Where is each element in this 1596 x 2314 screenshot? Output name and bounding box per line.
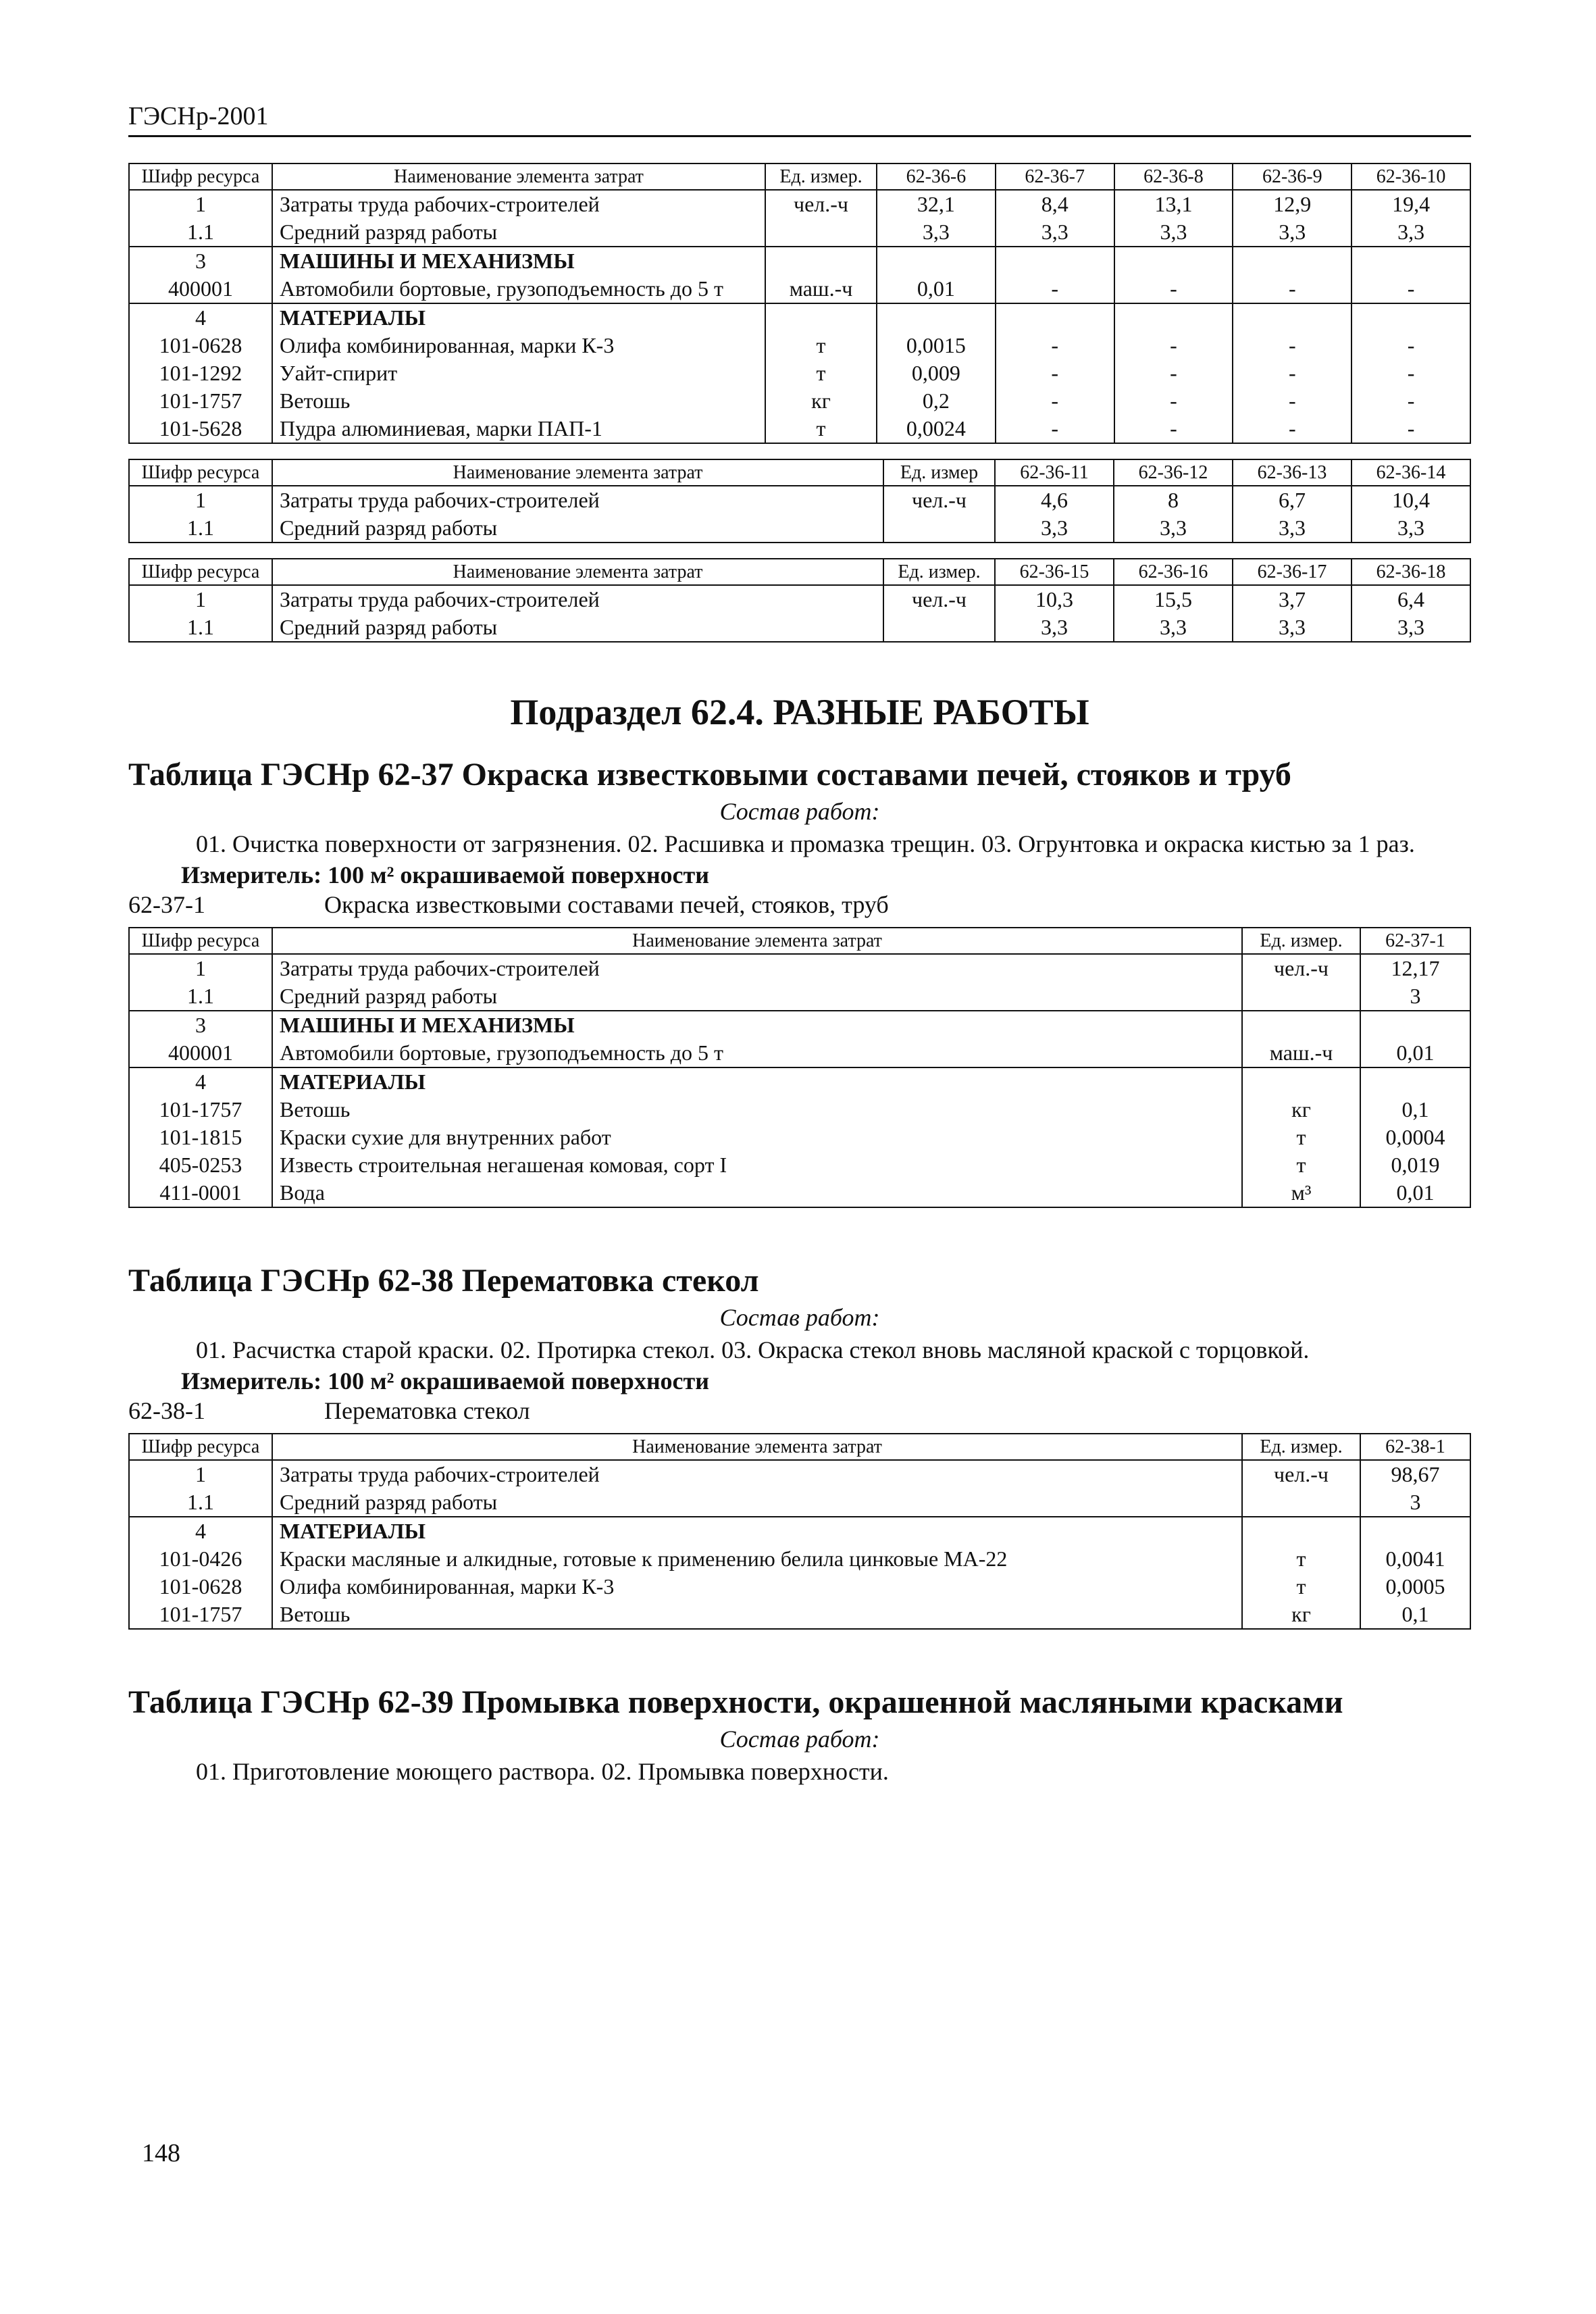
cell-code: 101-1757 [129,387,272,415]
cell-code: 4 [129,1067,272,1096]
cell-value: 13,1 [1114,190,1233,218]
cell-unit [765,218,877,247]
cell-unit: т [1242,1573,1360,1601]
table-row [129,1460,1470,1488]
cell-name: Вода [272,1179,1242,1207]
col-name-header: Наименование элемента затрат [272,559,883,585]
cell-name: Олифа комбинированная, марки К-3 [272,1573,1242,1601]
table-row [129,1179,1470,1207]
table-row [129,415,1470,443]
cell-code: 1.1 [129,514,272,543]
work-composition: 01. Расчистка старой краски. 02. Протирка стекол. 03. Окраска стекол вновь масляной краской с торцовкой. [196,1336,1310,1363]
table-62-38-1 [128,1433,1471,1630]
cell-code: 1 [129,190,272,218]
table-62-37-1 [128,927,1471,1208]
sostav-label: Состав работ: [719,798,880,825]
norm-line [128,890,1471,919]
cell-value: - [1114,359,1233,387]
cell-code: 411-0001 [129,1179,272,1207]
cell-code: 1.1 [129,218,272,247]
cell-value: 0,009 [877,359,996,387]
cell-name: Ветошь [272,387,765,415]
page-number: 148 [142,2139,180,2167]
cell-value: 0,019 [1360,1151,1470,1179]
col-header: 62-36-7 [996,164,1114,190]
col-header: 62-36-16 [1114,559,1233,585]
cell-code: 101-0426 [129,1545,272,1573]
table-row [129,1517,1470,1545]
cell-unit: чел.-ч [1242,954,1360,982]
table-row [129,387,1470,415]
cell-code: 1 [129,486,272,514]
cell-value: - [1233,415,1352,443]
cell-code: 101-1757 [129,1096,272,1124]
cell-code: 101-1292 [129,359,272,387]
col-header: 62-36-14 [1352,459,1470,486]
col-unit-header: Ед. измер [883,459,995,486]
col-header: 62-36-10 [1352,164,1470,190]
cell-value: 3,3 [995,613,1114,642]
table-row [129,585,1470,613]
cell-value: - [1114,415,1233,443]
measure-unit: Измеритель: 100 м² окрашиваемой поверхности [181,1367,709,1394]
cell-unit: кг [1242,1096,1360,1124]
cell-name: Средний разряд работы [272,1488,1242,1517]
cell-unit: т [765,332,877,359]
col-header: 62-36-17 [1233,559,1352,585]
cell-value: - [1114,332,1233,359]
cell-value: - [1233,387,1352,415]
cell-value: - [996,332,1114,359]
cell-unit: кг [1242,1601,1360,1629]
cell-value: - [996,387,1114,415]
cell-unit: т [765,415,877,443]
cell-value: 3,3 [995,514,1114,543]
cell-code: 1.1 [129,982,272,1011]
cell-value: 12,17 [1360,954,1470,982]
col-name-header: Наименование элемента затрат [272,928,1242,954]
cell-unit: чел.-ч [1242,1460,1360,1488]
cell-name: Известь строительная негашеная комовая, сорт I [272,1151,1242,1179]
cell-name: Пудра алюминиевая, марки ПАП-1 [272,415,765,443]
cell-value: 0,0015 [877,332,996,359]
cell-value: 15,5 [1114,585,1233,613]
cell-name: Средний разряд работы [272,514,883,543]
cell-name: Средний разряд работы [272,218,765,247]
cell-name: МАШИНЫ И МЕХАНИЗМЫ [272,247,765,275]
cell-value: 0,2 [877,387,996,415]
table-62-36-11-14 [128,459,1471,543]
table-row [129,1545,1470,1573]
cell-value: 3,3 [1114,613,1233,642]
cell-value: 3,3 [1233,514,1352,543]
cell-name: Ветошь [272,1096,1242,1124]
table-row [129,1067,1470,1096]
cell-code: 101-0628 [129,332,272,359]
work-composition: 01. Приготовление моющего раствора. 02. Промывка поверхности. [196,1758,889,1785]
cell-name: Краски масляные и алкидные, готовые к применению белила цинковые МА-22 [272,1545,1242,1573]
cell-value: 12,9 [1233,190,1352,218]
cell-value: 19,4 [1352,190,1470,218]
cell-unit: чел.-ч [883,486,995,514]
table-row [129,954,1470,982]
col-code-header: Шифр ресурса [129,928,272,954]
cell-value: 3,3 [1233,613,1352,642]
cell-value: 6,4 [1352,585,1470,613]
table-row [129,332,1470,359]
measure-unit: Измеритель: 100 м² окрашиваемой поверхности [181,861,709,888]
table-row [129,1096,1470,1124]
cell-name: Затраты труда рабочих-строителей [272,954,1242,982]
cell-value: 3,3 [1114,514,1233,543]
cell-code: 3 [129,1011,272,1039]
table-row [129,1573,1470,1601]
cell-value: 3 [1360,1488,1470,1517]
cell-unit: чел.-ч [883,585,995,613]
cell-value: 4,6 [995,486,1114,514]
cell-unit: т [1242,1124,1360,1151]
col-code-header: Шифр ресурса [129,164,272,190]
cell-code: 400001 [129,275,272,303]
cell-name: Автомобили бортовые, грузоподъемность до 5 т [272,1039,1242,1067]
table-row [129,982,1470,1011]
cell-name: МАТЕРИАЛЫ [272,1517,1242,1545]
norm-desc: Окраска известковыми составами печей, стояков, труб [324,891,889,918]
cell-unit [1242,1488,1360,1517]
col-header: 62-36-8 [1114,164,1233,190]
norm-code: 62-37-1 [128,891,205,918]
cell-name: Краски сухие для внутренних работ [272,1124,1242,1151]
cell-name: Затраты труда рабочих-строителей [272,486,883,514]
cell-name: Затраты труда рабочих-строителей [272,585,883,613]
cell-value: - [1114,387,1233,415]
cell-name: Средний разряд работы [272,613,883,642]
cell-value: - [1352,275,1470,303]
cell-value: 10,3 [995,585,1114,613]
cell-value: 3,3 [1352,514,1470,543]
col-unit-header: Ед. измер. [1242,928,1360,954]
table-62-36-15-18 [128,558,1471,643]
table-row [129,359,1470,387]
cell-name: МАШИНЫ И МЕХАНИЗМЫ [272,1011,1242,1039]
table-row [129,613,1470,642]
cell-name: Автомобили бортовые, грузоподъемность до 5 т [272,275,765,303]
table-row [129,303,1470,332]
cell-unit: маш.-ч [765,275,877,303]
cell-value: 3 [1360,982,1470,1011]
col-header: 62-36-13 [1233,459,1352,486]
col-code-header: Шифр ресурса [129,459,272,486]
cell-code: 3 [129,247,272,275]
col-code-header: Шифр ресурса [129,1434,272,1460]
cell-value: 0,0005 [1360,1573,1470,1601]
cell-value: 8,4 [996,190,1114,218]
cell-value: - [1352,359,1470,387]
cell-unit: маш.-ч [1242,1039,1360,1067]
cell-code: 101-0628 [129,1573,272,1601]
table-title-62-38: Таблица ГЭСНр 62-38 Перематовка стекол [128,1263,759,1299]
cell-code: 1 [129,585,272,613]
table-row [129,1124,1470,1151]
cell-unit: т [1242,1151,1360,1179]
col-header: 62-36-18 [1352,559,1470,585]
cell-name: Олифа комбинированная, марки К-3 [272,332,765,359]
cell-unit: кг [765,387,877,415]
cell-value: 10,4 [1352,486,1470,514]
col-header: 62-36-11 [995,459,1114,486]
table-title-62-37: Таблица ГЭСНр 62-37 Окраска известковыми составами печей, стояков и труб [128,757,1291,793]
col-header: 62-36-12 [1114,459,1233,486]
cell-code: 405-0253 [129,1151,272,1179]
table-row [129,1601,1470,1629]
table-row [129,514,1470,543]
cell-value: 0,01 [877,275,996,303]
cell-name: Затраты труда рабочих-строителей [272,190,765,218]
cell-value: 0,0004 [1360,1124,1470,1151]
cell-unit: м³ [1242,1179,1360,1207]
cell-name: Затраты труда рабочих-строителей [272,1460,1242,1488]
subsection-title: Подраздел 62.4. РАЗНЫЕ РАБОТЫ [510,692,1089,732]
col-name-header: Наименование элемента затрат [272,1434,1242,1460]
norm-code: 62-38-1 [128,1397,205,1424]
table-row [129,1488,1470,1517]
cell-code: 101-1757 [129,1601,272,1629]
table-row [129,1151,1470,1179]
col-header: 62-36-6 [877,164,996,190]
cell-code: 101-1815 [129,1124,272,1151]
cell-code: 1.1 [129,613,272,642]
table-row [129,190,1470,218]
cell-code: 1 [129,954,272,982]
cell-value: 3,3 [1233,218,1352,247]
cell-name: Уайт-спирит [272,359,765,387]
cell-unit: т [1242,1545,1360,1573]
work-composition: 01. Очистка поверхности от загрязнения. 02. Расшивка и промазка трещин. 03. Огрунтовка и окраска кистью за 1 раз. [196,830,1415,857]
cell-value: - [1233,275,1352,303]
table-row [129,1039,1470,1067]
cell-value: 3,3 [1114,218,1233,247]
cell-code: 101-5628 [129,415,272,443]
cell-code: 400001 [129,1039,272,1067]
cell-value: 32,1 [877,190,996,218]
table-title-62-39: Таблица ГЭСНр 62-39 Промывка поверхности, окрашенной масляными красками [128,1684,1343,1720]
cell-name: Ветошь [272,1601,1242,1629]
col-header: 62-36-15 [995,559,1114,585]
cell-unit: чел.-ч [765,190,877,218]
col-header: 62-36-9 [1233,164,1352,190]
cell-unit: т [765,359,877,387]
cell-unit [1242,982,1360,1011]
cell-value: - [1352,387,1470,415]
table-row [129,247,1470,275]
col-unit-header: Ед. измер. [765,164,877,190]
cell-value: 0,1 [1360,1096,1470,1124]
cell-value: 3,3 [1352,613,1470,642]
table-row [129,486,1470,514]
document-page [128,101,1471,1787]
cell-code: 1 [129,1460,272,1488]
table-62-36-6-10 [128,163,1471,444]
cell-value: 0,1 [1360,1601,1470,1629]
cell-code: 4 [129,303,272,332]
cell-unit [883,613,995,642]
cell-value: - [996,359,1114,387]
table-row [129,275,1470,303]
cell-value: - [1352,415,1470,443]
cell-value: - [1114,275,1233,303]
cell-code: 4 [129,1517,272,1545]
cell-value: - [1233,359,1352,387]
col-code-header: Шифр ресурса [129,559,272,585]
cell-value: 8 [1114,486,1233,514]
norm-line [128,1397,1471,1425]
col-unit-header: Ед. измер. [1242,1434,1360,1460]
table-row [129,1011,1470,1039]
cell-value: 3,3 [1352,218,1470,247]
cell-unit [883,514,995,543]
cell-value: 0,0024 [877,415,996,443]
sostav-label: Состав работ: [719,1304,880,1331]
cell-name: МАТЕРИАЛЫ [272,303,765,332]
cell-value: - [1352,332,1470,359]
cell-value: 0,01 [1360,1179,1470,1207]
table-row [129,218,1470,247]
cell-value: - [996,275,1114,303]
cell-code: 1.1 [129,1488,272,1517]
cell-value: 0,01 [1360,1039,1470,1067]
cell-name: Средний разряд работы [272,982,1242,1011]
cell-value: 98,67 [1360,1460,1470,1488]
cell-value: 0,0041 [1360,1545,1470,1573]
cell-name: МАТЕРИАЛЫ [272,1067,1242,1096]
col-header: 62-37-1 [1360,928,1470,954]
cell-value: - [1233,332,1352,359]
col-name-header: Наименование элемента затрат [272,459,883,486]
cell-value: 6,7 [1233,486,1352,514]
cell-value: 3,7 [1233,585,1352,613]
norm-desc: Перематовка стекол [324,1397,530,1424]
running-head: ГЭСНр-2001 [128,101,1471,137]
sostav-label: Состав работ: [719,1726,880,1753]
col-unit-header: Ед. измер. [883,559,995,585]
cell-value: - [996,415,1114,443]
cell-value: 3,3 [996,218,1114,247]
col-name-header: Наименование элемента затрат [272,164,765,190]
col-header: 62-38-1 [1360,1434,1470,1460]
cell-value: 3,3 [877,218,996,247]
